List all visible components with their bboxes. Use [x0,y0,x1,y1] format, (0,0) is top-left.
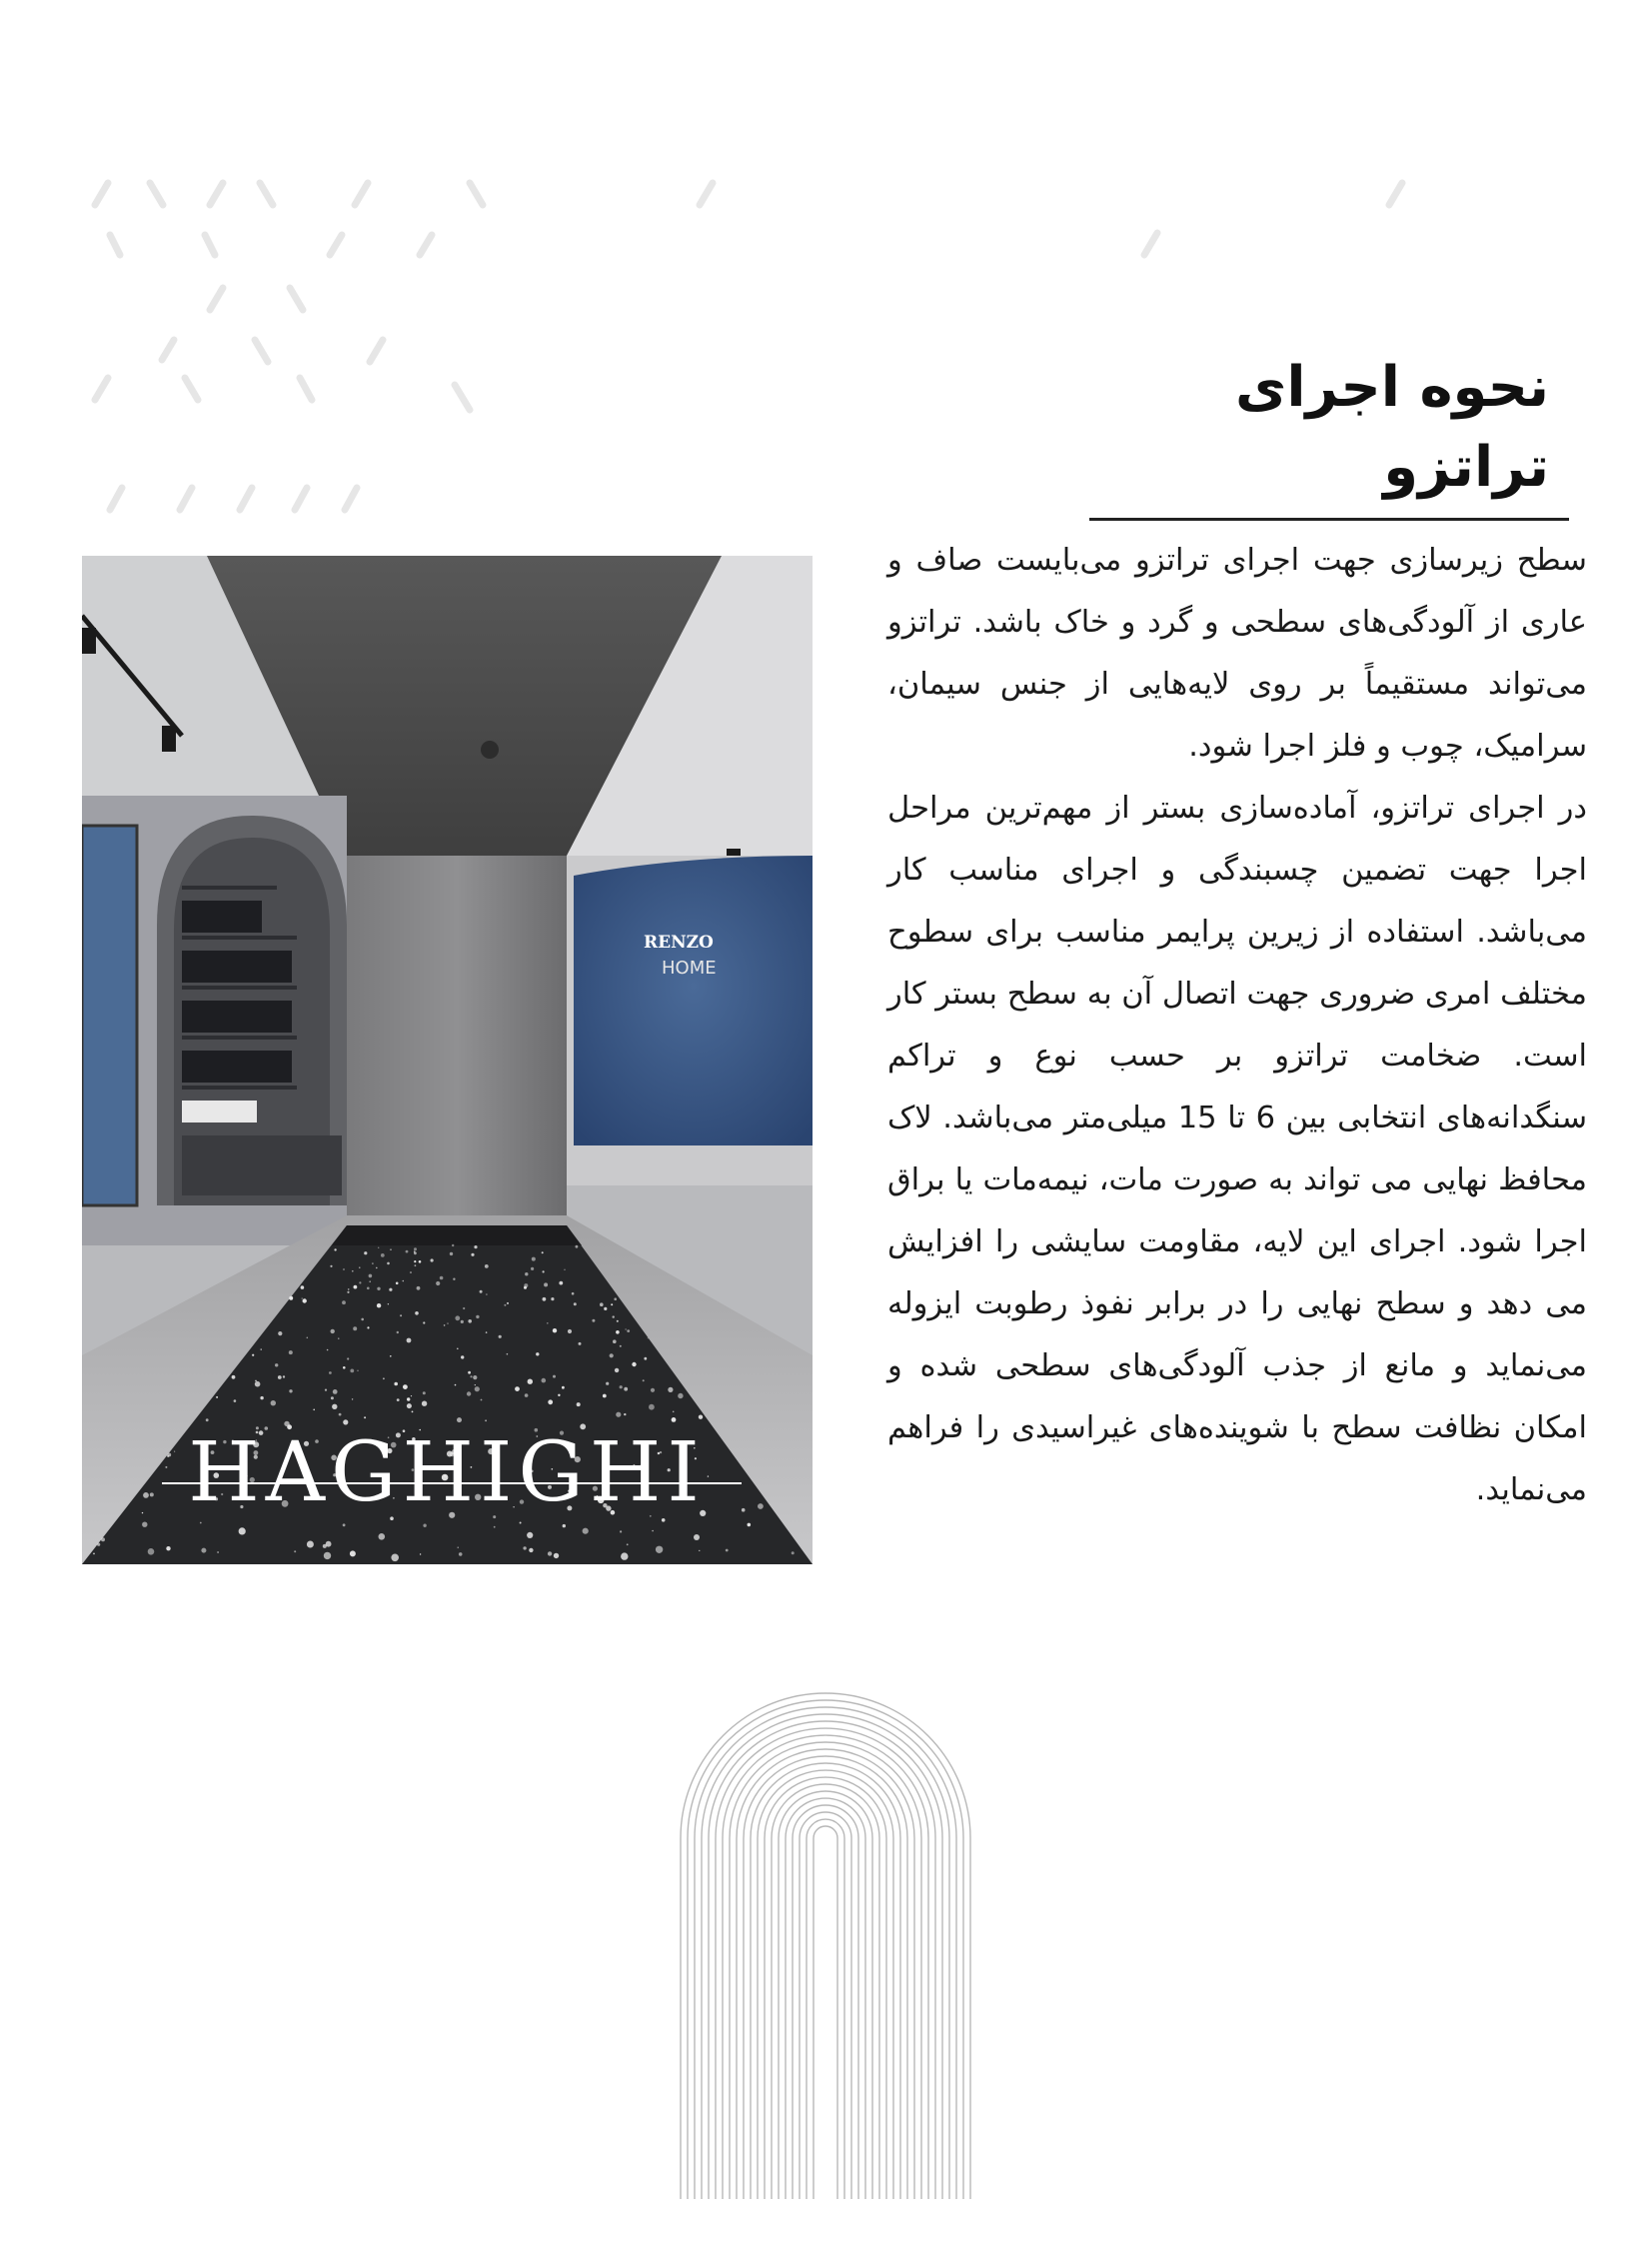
body-text [887,530,1587,1521]
wall-sign-home: HOME [662,958,717,979]
title-underline [1089,518,1569,521]
page-title: نحوه اجرای تراتزو [1235,355,1549,500]
wall-sign-renzo: RENZO [644,933,714,953]
paragraph-1: سطح زیرسازی جهت اجرای تراتزو می‌بایست صاف و عاری از آلودگی‌های سطحی و گرد و خاک باشد. تراتزو می‌تواند مستقیماً بر روی لایه‌هایی از جنس سیمان، سرامیک، چوب و فلز اجرا شود. [887,543,1587,764]
title-block [1089,348,1569,521]
arch-lines-decoration [677,1689,974,2199]
paragraph-2: در اجرای تراتزو، آماده‌سازی بستر از مهم‌ترین مراحل اجرا جهت تضمین چسبندگی و اجرای مناسب کار می‌باشد. استفاده از زیرین پرایمر مناسب برای سطوح مختلف امری ضروری جهت اتصال آن به سطح بستر کار است. ضخامت تراتزو بر حسب نوع و تراکم سنگدانه‌های انتخابی بین 6 تا 15 میلی‌متر می‌باشد. لاک محافظ نهایی می تواند به صورت مات، نیمه‌مات یا براق اجرا شود. اجرای این لایه، مقاومت سایشی را افزایش می دهد و سطح نهایی را در برابر نفوذ رطوبت ایزوله می‌نماید و مانع از جذب آلودگی‌های سطحی شده و امکان نظافت سطح با شوینده‌های غیراسیدی را فراهم می‌نماید. [887,791,1588,1507]
showroom-photo [82,556,813,1564]
floor-logo-haghighi: HAGHIGHI [188,1425,706,1520]
